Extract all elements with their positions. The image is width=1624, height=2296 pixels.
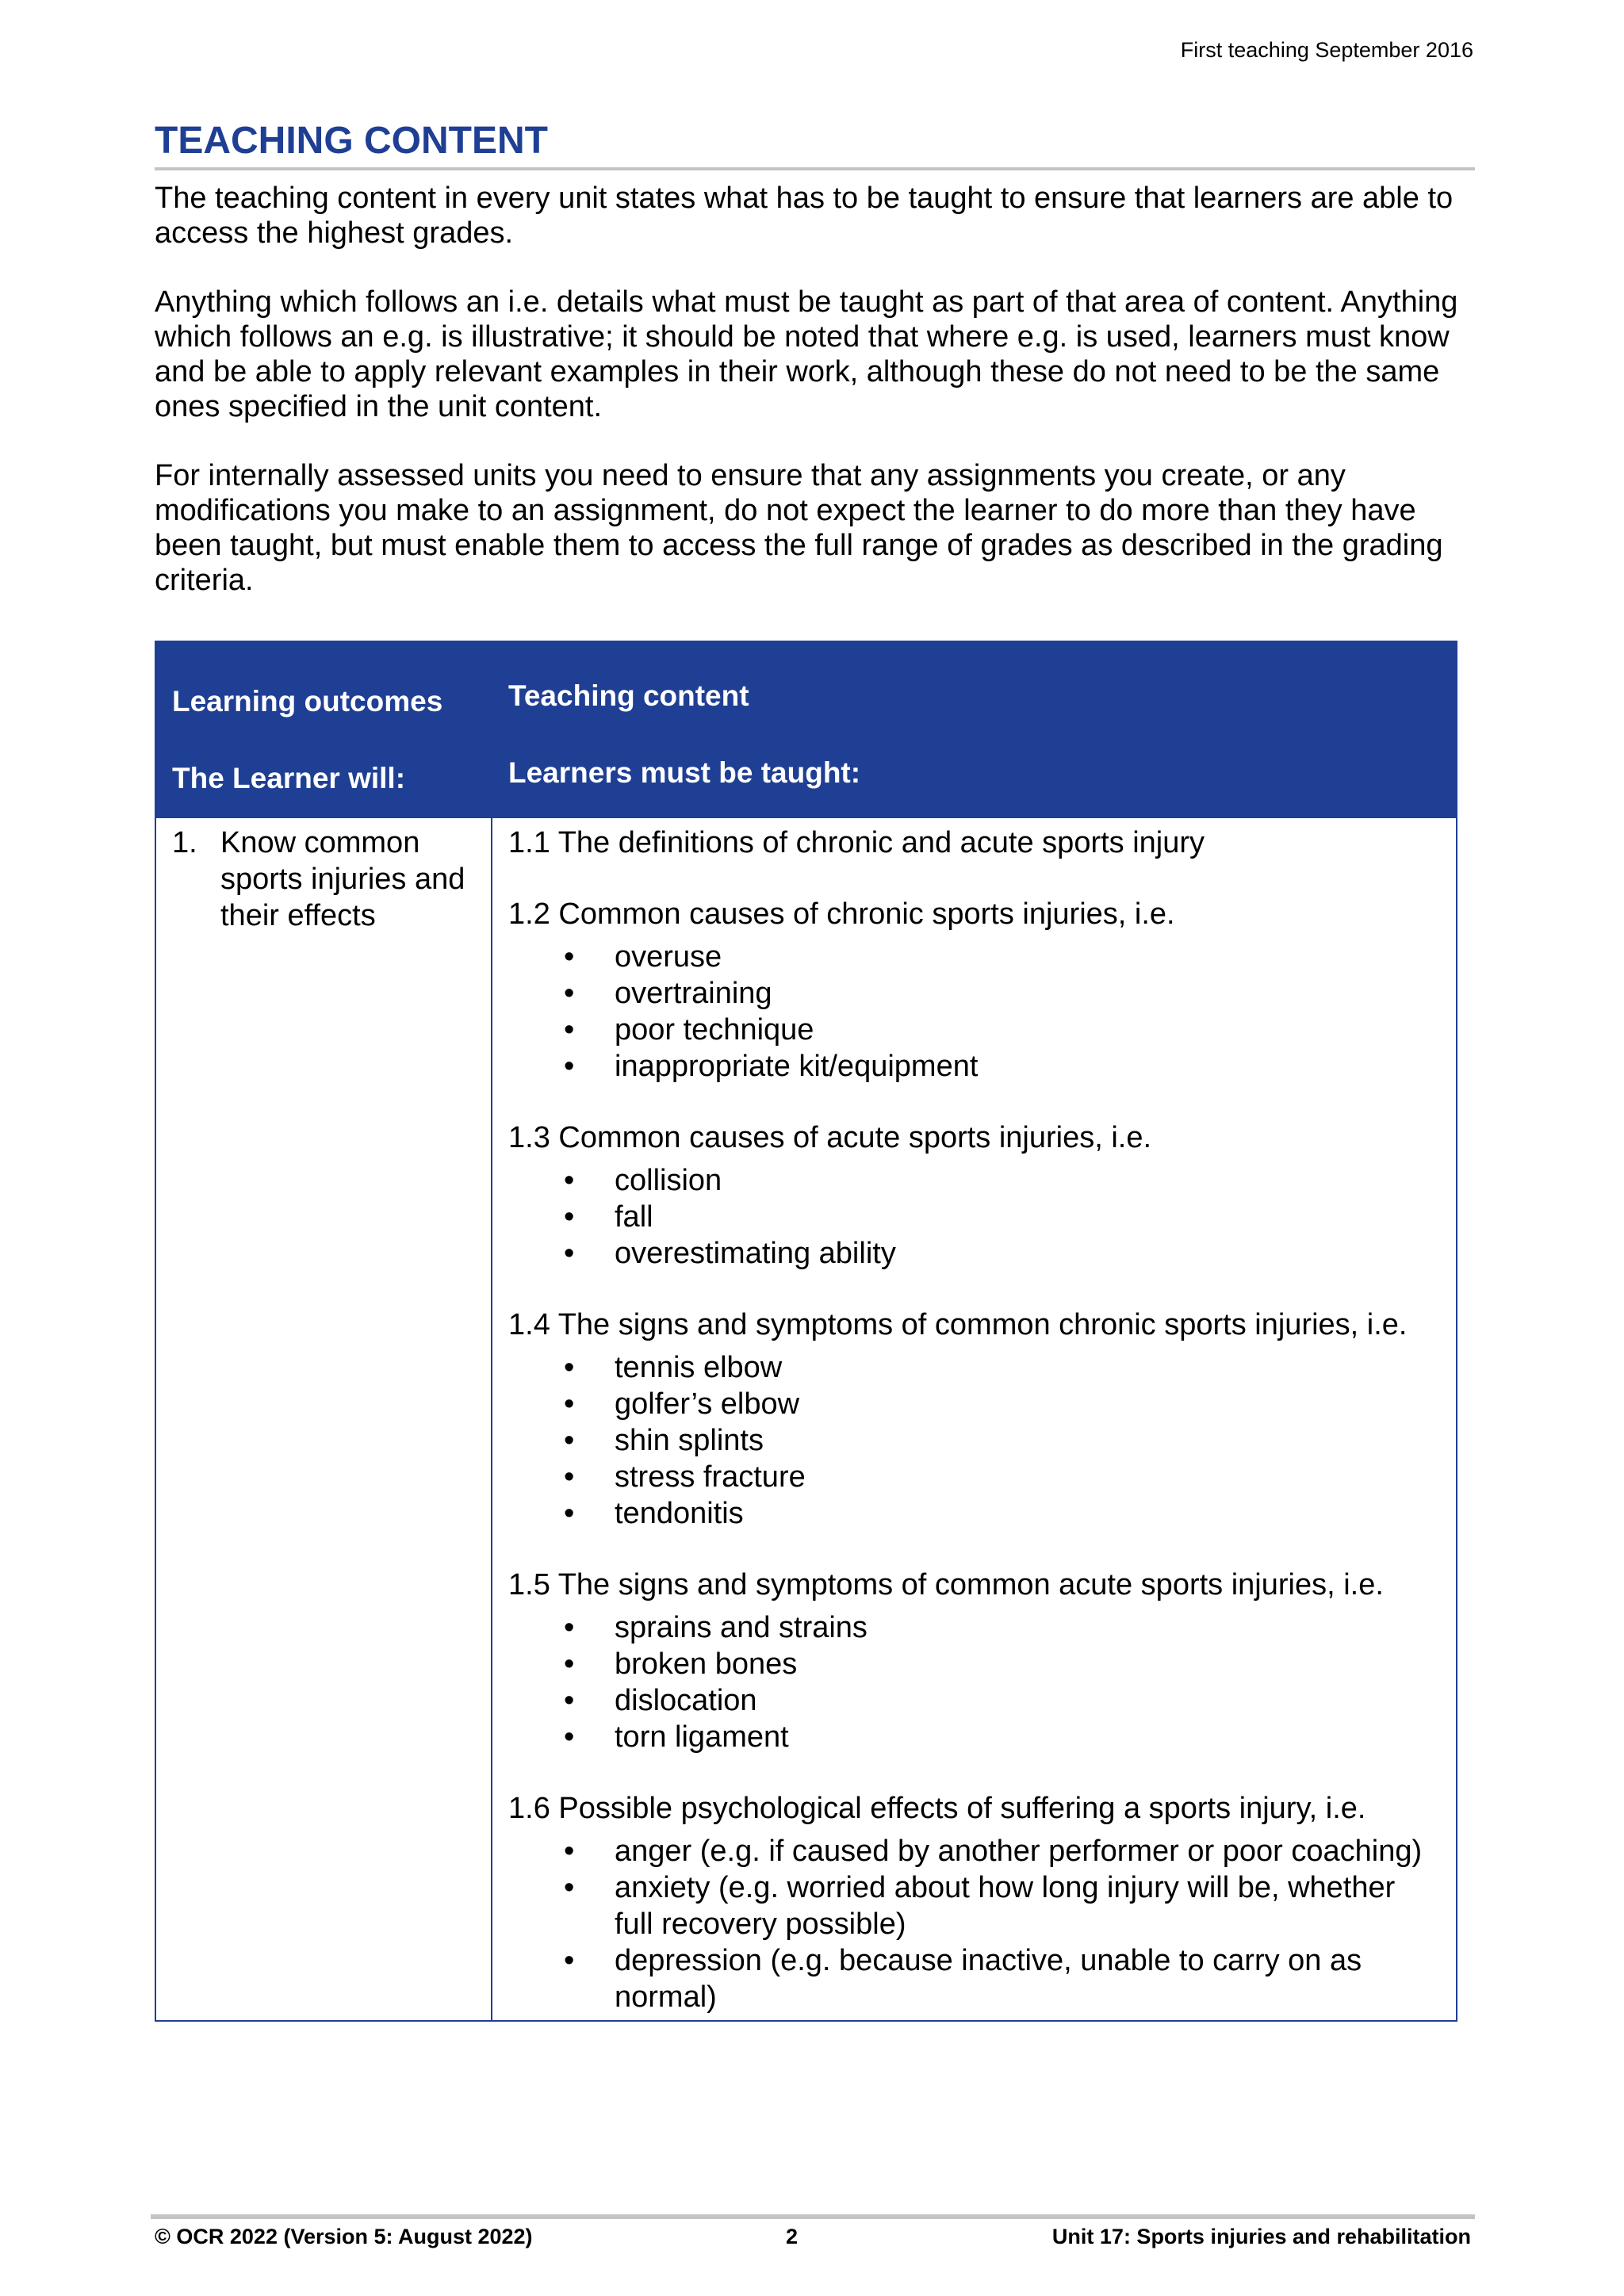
footer-copyright: © OCR 2022 (Version 5: August 2022) [155, 2225, 533, 2248]
bullet-list [508, 1609, 1442, 1755]
section-heading: 1.3 Common causes of acute sports injuries, i.e. [508, 1121, 1152, 1154]
learning-outcome-cell [155, 817, 492, 2021]
intro-paragraph: For internally assessed units you need to ensure that any assignments you create, or any modifications you make to an assignment, do not expect the learner to do more than they have been taught, but must enable them to access the full range of grades as described in the grading criteria. [155, 459, 1443, 597]
list-item: • poor technique [508, 1012, 1442, 1048]
content-section [508, 1790, 1442, 2015]
list-item: • golfer’s elbow [508, 1386, 1442, 1422]
list-item: • dislocation [508, 1682, 1442, 1719]
section-heading: 1.4 The signs and symptoms of common chronic sports injuries, i.e. [508, 1308, 1408, 1341]
list-item: • anger (e.g. if caused by another performer or poor coaching) [508, 1833, 1442, 1869]
section-heading: 1.2 Common causes of chronic sports injuries, i.e. [508, 897, 1175, 931]
teaching-content-table [155, 641, 1457, 2022]
learning-outcomes-header [155, 641, 492, 817]
header-first-teaching: First teaching September 2016 [1180, 38, 1473, 62]
content-sections [508, 825, 1442, 2015]
list-item: • torn ligament [508, 1719, 1442, 1755]
outcome-text: Know common sports injuries and their effects [220, 826, 465, 932]
section-heading: 1.6 Possible psychological effects of suffering a sports injury, i.e. [508, 1792, 1366, 1825]
list-item: • sprains and strains [508, 1609, 1442, 1646]
col1-heading: Learning outcomes [172, 685, 443, 718]
col1-subheading: The Learner will: [172, 762, 406, 794]
page-footer [155, 2225, 1471, 2256]
intro-paragraph: Anything which follows an i.e. details what must be taught as part of that area of content. Anything which follows an e.g. is illustrative; it should be noted that where e.g. is used, learners must know and be able to apply relevant examples in their work, although these do not need to be the same ones specified in the unit content. [155, 285, 1458, 423]
footer-divider [151, 2214, 1475, 2219]
col2-subheading: Learners must be taught: [508, 756, 861, 789]
list-item: • anxiety (e.g. worried about how long injury will be, whether full recovery possible) [508, 1869, 1442, 1942]
teaching-content-header [492, 641, 1457, 817]
list-item: • broken bones [508, 1646, 1442, 1682]
list-item: • tennis elbow [508, 1349, 1442, 1386]
content-section [508, 1567, 1442, 1755]
intro-text [155, 181, 1471, 632]
section-heading: 1.1 The definitions of chronic and acute sports injury [508, 826, 1205, 859]
outcome-number: 1. [172, 826, 197, 859]
bullet-list [508, 939, 1442, 1085]
list-item: • overestimating ability [508, 1235, 1442, 1272]
intro-paragraph: The teaching content in every unit states what has to be taught to ensure that learners are able to access the highest grades. [155, 182, 1454, 250]
section-heading: 1.5 The signs and symptoms of common acute sports injuries, i.e. [508, 1568, 1384, 1601]
table-header-row [155, 641, 1457, 817]
content-section [508, 1307, 1442, 1532]
list-item: • fall [508, 1199, 1442, 1235]
col2-heading: Teaching content [508, 679, 749, 712]
list-item: • collision [508, 1162, 1442, 1199]
bullet-list [508, 1349, 1442, 1532]
page-title: TEACHING CONTENT [155, 119, 1475, 170]
bullet-list [508, 1162, 1442, 1272]
content-section [508, 1119, 1442, 1272]
learning-outcome [172, 825, 477, 934]
list-item: • stress fracture [508, 1459, 1442, 1495]
list-item: • shin splints [508, 1422, 1442, 1459]
content-section [508, 896, 1442, 1085]
list-item: • inappropriate kit/equipment [508, 1048, 1442, 1085]
list-item: • tendonitis [508, 1495, 1442, 1532]
content-section [508, 825, 1442, 861]
list-item: • overtraining [508, 975, 1442, 1012]
footer-page-number: 2 [786, 2225, 799, 2248]
teaching-content-cell [492, 817, 1457, 2021]
footer-unit-title: Unit 17: Sports injuries and rehabilitation [1051, 2225, 1471, 2248]
list-item: • depression (e.g. because inactive, unable to carry on as normal) [508, 1942, 1442, 2015]
bullet-list [508, 1833, 1442, 2015]
list-item: • overuse [508, 939, 1442, 975]
table-row [155, 817, 1457, 2021]
